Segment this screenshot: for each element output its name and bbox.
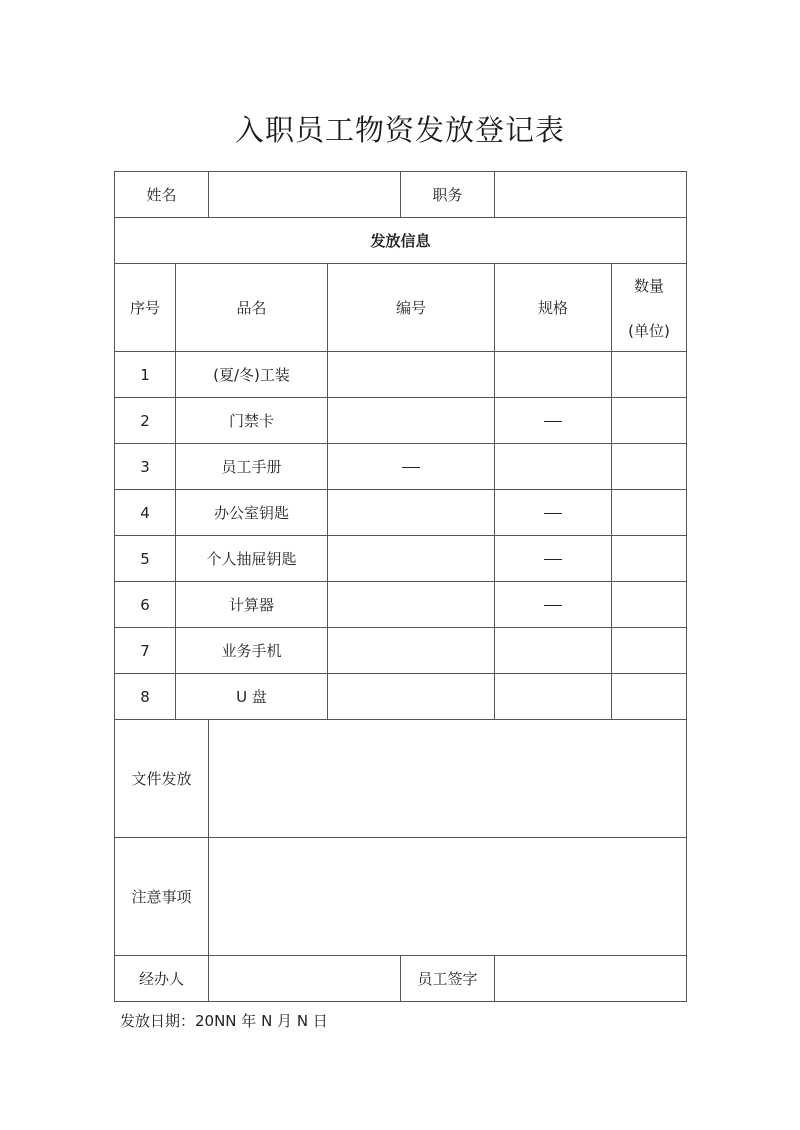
item-seq: 1 xyxy=(115,352,176,398)
not-applicable-dash xyxy=(544,421,562,422)
not-applicable-dash xyxy=(544,513,562,514)
item-spec-cell xyxy=(495,490,612,536)
col-header-spec: 规格 xyxy=(495,264,612,352)
item-name: 员工手册 xyxy=(176,444,328,490)
item-name: 个人抽屉钥匙 xyxy=(176,536,328,582)
table-row xyxy=(115,444,687,490)
documents-field[interactable] xyxy=(209,720,687,838)
item-spec-cell xyxy=(495,582,612,628)
item-spec-cell[interactable] xyxy=(495,444,612,490)
item-code-cell[interactable] xyxy=(328,582,495,628)
item-seq: 3 xyxy=(115,444,176,490)
item-name: U 盘 xyxy=(176,674,328,720)
item-code-cell xyxy=(328,444,495,490)
col-header-code: 编号 xyxy=(328,264,495,352)
item-seq: 5 xyxy=(115,536,176,582)
item-seq: 6 xyxy=(115,582,176,628)
col-header-item: 品名 xyxy=(176,264,328,352)
not-applicable-dash xyxy=(544,559,562,560)
position-label: 职务 xyxy=(401,172,495,218)
col-header-seq: 序号 xyxy=(115,264,176,352)
item-qty-cell[interactable] xyxy=(612,628,687,674)
item-spec-cell[interactable] xyxy=(495,352,612,398)
employee-info-row xyxy=(115,172,687,218)
name-field[interactable] xyxy=(209,172,401,218)
notes-field[interactable] xyxy=(209,838,687,956)
not-applicable-dash xyxy=(544,605,562,606)
registration-form-table xyxy=(114,171,687,1002)
table-row xyxy=(115,582,687,628)
item-spec-cell[interactable] xyxy=(495,628,612,674)
item-qty-cell[interactable] xyxy=(612,490,687,536)
table-row xyxy=(115,398,687,444)
item-qty-cell[interactable] xyxy=(612,398,687,444)
not-applicable-dash xyxy=(402,467,420,468)
signature-label: 员工签字 xyxy=(401,956,495,1002)
item-code-cell[interactable] xyxy=(328,674,495,720)
col-header-qty-line1: 数量 xyxy=(634,276,665,295)
table-row xyxy=(115,490,687,536)
documents-label: 文件发放 xyxy=(115,720,209,838)
item-qty-cell[interactable] xyxy=(612,352,687,398)
issue-date: 发放日期：20NN 年 N 月 N 日 xyxy=(120,1012,328,1030)
item-spec-cell xyxy=(495,536,612,582)
item-code-cell[interactable] xyxy=(328,398,495,444)
column-header-row xyxy=(115,264,687,352)
documents-row xyxy=(115,720,687,838)
table-row xyxy=(115,352,687,398)
table-row xyxy=(115,536,687,582)
item-qty-cell[interactable] xyxy=(612,674,687,720)
item-seq: 8 xyxy=(115,674,176,720)
section-title: 发放信息 xyxy=(115,218,687,264)
name-label: 姓名 xyxy=(115,172,209,218)
page-title: 入职员工物资发放登记表 xyxy=(234,113,565,147)
item-code-cell[interactable] xyxy=(328,536,495,582)
col-header-qty-line2: (单位) xyxy=(628,321,670,340)
item-name: 计算器 xyxy=(176,582,328,628)
item-code-cell[interactable] xyxy=(328,490,495,536)
position-field[interactable] xyxy=(495,172,687,218)
table-row xyxy=(115,674,687,720)
item-spec-cell xyxy=(495,398,612,444)
item-qty-cell[interactable] xyxy=(612,536,687,582)
item-qty-cell[interactable] xyxy=(612,444,687,490)
item-name: 办公室钥匙 xyxy=(176,490,328,536)
item-name: (夏/冬)工装 xyxy=(176,352,328,398)
item-qty-cell[interactable] xyxy=(612,582,687,628)
item-code-cell[interactable] xyxy=(328,352,495,398)
section-title-row xyxy=(115,218,687,264)
signature-field[interactable] xyxy=(495,956,687,1002)
col-header-qty xyxy=(612,264,687,352)
item-seq: 2 xyxy=(115,398,176,444)
item-spec-cell[interactable] xyxy=(495,674,612,720)
signature-row xyxy=(115,956,687,1002)
item-seq: 4 xyxy=(115,490,176,536)
notes-label: 注意事项 xyxy=(115,838,209,956)
notes-row xyxy=(115,838,687,956)
item-name: 门禁卡 xyxy=(176,398,328,444)
handler-label: 经办人 xyxy=(115,956,209,1002)
table-row xyxy=(115,628,687,674)
item-code-cell[interactable] xyxy=(328,628,495,674)
item-seq: 7 xyxy=(115,628,176,674)
handler-field[interactable] xyxy=(209,956,401,1002)
item-name: 业务手机 xyxy=(176,628,328,674)
